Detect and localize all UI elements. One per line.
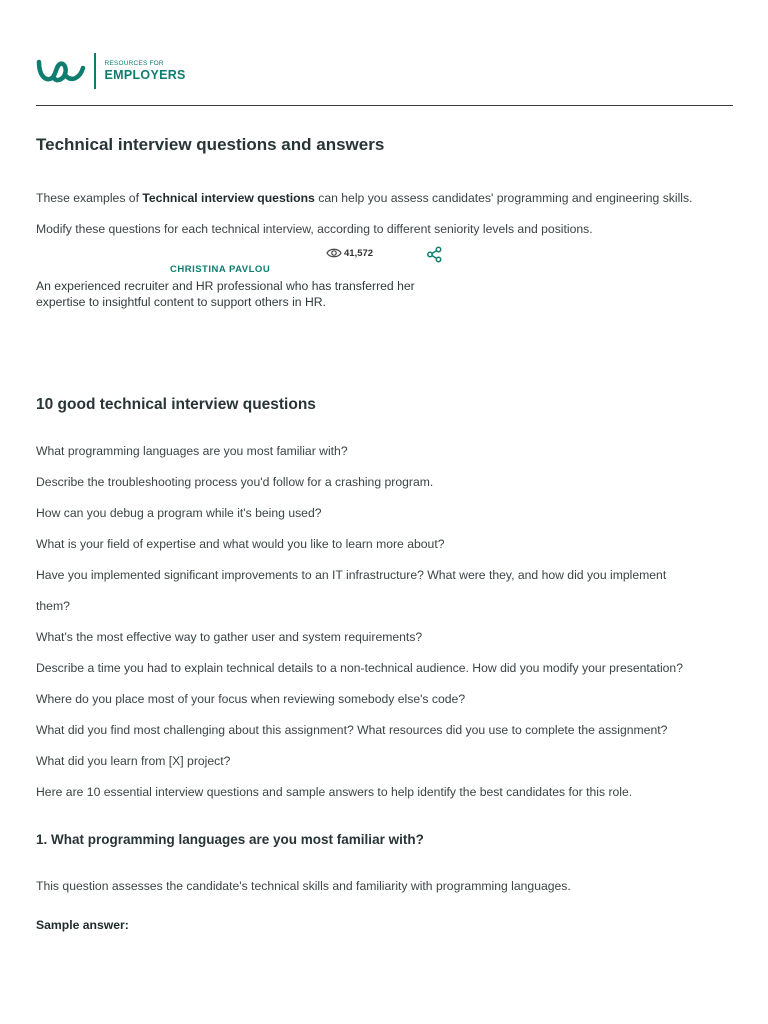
question-item: What's the most effective way to gather user and system requirements? bbox=[36, 630, 423, 644]
logo-divider bbox=[94, 53, 96, 89]
question-item: What is your field of expertise and what would you like to learn more about? bbox=[36, 537, 445, 551]
page-title: Technical interview questions and answers bbox=[36, 135, 385, 154]
intro-after: can help you assess candidates' programming and engineering skills. bbox=[314, 191, 693, 205]
logo-big-text: EMPLOYERS bbox=[104, 68, 186, 82]
section-outro: Here are 10 essential interview questions and sample answers to help identify the best candidates for this role. bbox=[36, 785, 633, 799]
question-item: Describe the troubleshooting process you'd follow for a crashing program. bbox=[36, 475, 434, 489]
question-item: Where do you place most of your focus when reviewing somebody else's code? bbox=[36, 692, 466, 706]
intro-paragraph bbox=[36, 191, 693, 205]
author-name[interactable]: CHRISTINA PAVLOU bbox=[170, 264, 271, 275]
intro-paragraph-2: Modify these questions for each technical interview, according to different seniority levels and positions. bbox=[36, 222, 593, 236]
question-item: them? bbox=[36, 599, 70, 613]
question-1-heading: 1. What programming languages are you most familiar with? bbox=[36, 832, 424, 847]
question-item: What did you learn from [X] project? bbox=[36, 754, 231, 768]
question-item: How can you debug a program while it's being used? bbox=[36, 506, 322, 520]
brand-logo-icon bbox=[36, 56, 86, 86]
question-1-text: This question assesses the candidate's technical skills and familiarity with programming languages. bbox=[36, 879, 571, 893]
view-count bbox=[326, 247, 373, 259]
question-item: Have you implemented significant improvements to an IT infrastructure? What were they, and how did you implement bbox=[36, 568, 667, 582]
intro-bold: Technical interview questions bbox=[142, 191, 315, 205]
logo-text bbox=[105, 61, 186, 82]
author-bio: An experienced recruiter and HR professional who has transferred her expertise to insightful content to support others in HR. bbox=[36, 279, 415, 309]
intro-before: These examples of bbox=[36, 191, 143, 205]
eye-icon bbox=[326, 247, 342, 259]
section-heading: 10 good technical interview questions bbox=[36, 396, 316, 413]
question-item: Describe a time you had to explain technical details to a non-technical audience. How did you modify your presentation? bbox=[36, 661, 683, 675]
share-icon bbox=[426, 246, 443, 263]
sample-answer-label: Sample answer: bbox=[36, 918, 129, 932]
site-header bbox=[36, 52, 733, 106]
view-count-value: 41,572 bbox=[344, 247, 374, 259]
question-item: What did you find most challenging about this assignment? What resources did you use to complete the assignment? bbox=[36, 723, 668, 737]
question-item: What programming languages are you most familiar with? bbox=[36, 444, 348, 458]
share-button[interactable] bbox=[426, 246, 443, 268]
logo-small-text: RESOURCES FOR bbox=[104, 59, 164, 67]
brand-logo[interactable] bbox=[36, 52, 733, 90]
